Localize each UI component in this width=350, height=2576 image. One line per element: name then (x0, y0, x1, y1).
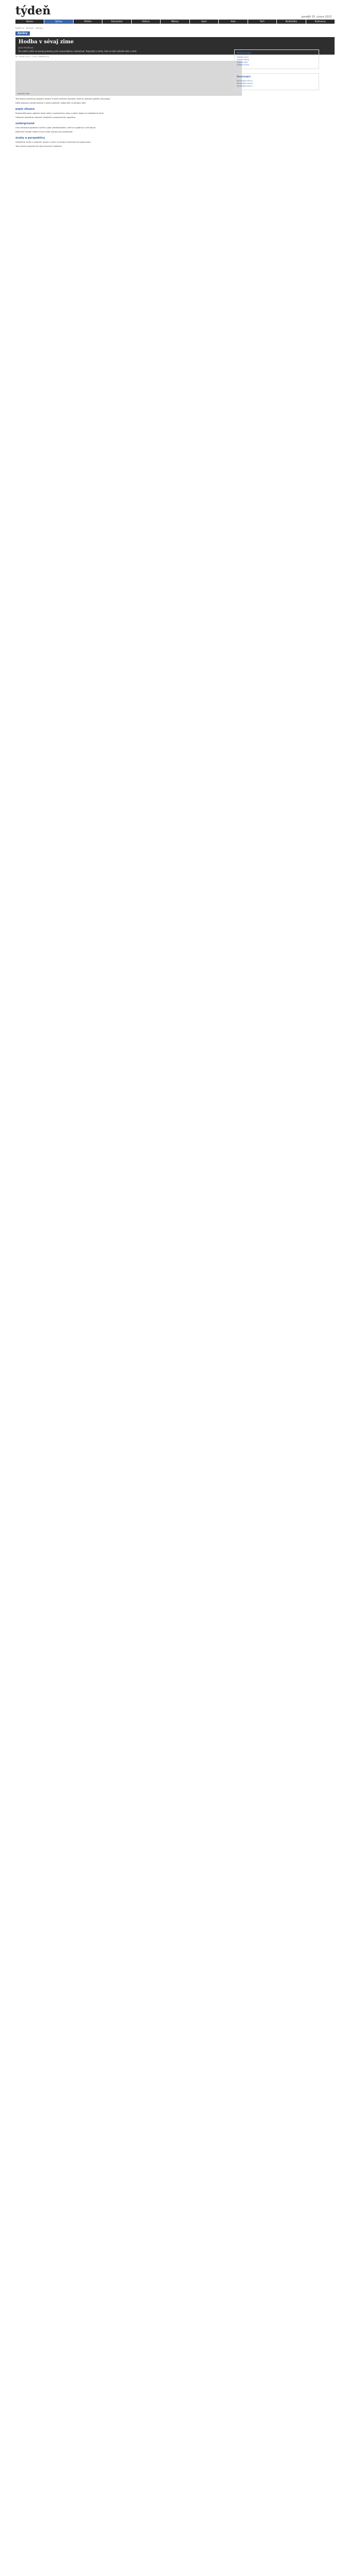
nav-item[interactable]: Politika (74, 20, 102, 24)
sidebar-link[interactable]: Článek první (237, 56, 249, 58)
paragraph: Text uzavírá reportáž shrnutím hlavních myšlenek. (15, 145, 62, 147)
article-body (15, 61, 242, 147)
paragraph: Text článku pokračuje popisem situace a hlasů místních obyvatel, kteří se rozhodli vyjádřit svůj postoj. (15, 98, 111, 100)
sidebar-box-title: Související (237, 76, 251, 78)
paragraph: Další odstavec přináší kontext a reakce politiků i odborníků na aktuální dění. (15, 102, 86, 105)
paragraph: Podrobnější popis událostí, které vedly k současnému stavu a jejich dopad na každodenní život. (15, 112, 104, 115)
nav-item[interactable]: Zprávy (44, 20, 73, 24)
article-section (15, 122, 242, 133)
sidebar-link[interactable]: Související text C (237, 85, 253, 87)
nav-item[interactable]: Názory (161, 20, 189, 24)
photo-caption: Ilustrační foto (18, 93, 30, 95)
section-heading: underground (15, 122, 34, 125)
article-perex: Po celém světě se konají protesty proti nejnovějšímu rozhodnutí. Reportáž z místa, kde se lidé rozhodli stát v zimě. (19, 50, 137, 53)
sidebar-box-title: Nejčtenější (237, 52, 252, 55)
sidebar-link[interactable]: Související text A (237, 80, 253, 82)
section-heading: popis situace (15, 108, 35, 111)
article-section (15, 98, 242, 105)
nav-item[interactable]: Ekonomika (102, 20, 131, 24)
paragraph: Další text rozvádí historii hnutí a jeho význam pro současnost. (15, 130, 73, 133)
breadcrumb: týdeň.cz › Domov › Zprávy (15, 27, 43, 29)
article-section (15, 108, 242, 119)
nav-item[interactable]: Auto (219, 20, 247, 24)
article-meta: 25. února 2013 | 12:00 | Diskuze (0) (15, 56, 49, 58)
article-photo (15, 61, 242, 96)
nav-item[interactable]: Sport (190, 20, 218, 24)
sidebar-link[interactable]: Související text B (237, 82, 253, 84)
site-header (15, 3, 335, 24)
nav-item[interactable]: Domov (15, 20, 44, 24)
site-logo[interactable]: týdeň (15, 4, 51, 18)
nav-item[interactable]: Kultura (132, 20, 160, 24)
sidebar (234, 49, 319, 94)
sidebar-link[interactable]: Článek druhý (237, 59, 249, 61)
paragraph: Část věnovaná podzemní scéně a jejím představitelům, kteří se vyjadřují k celé situaci. (15, 126, 96, 129)
sidebar-link[interactable]: Článek třetí (237, 61, 248, 63)
nav-item[interactable]: Tech (248, 20, 276, 24)
nav-item[interactable]: Rozhovory (306, 20, 335, 24)
main-nav (15, 20, 335, 24)
article-section (15, 137, 242, 148)
header-date: pondělí 25. února 2013 (301, 15, 331, 19)
sidebar-box (234, 73, 319, 90)
sidebar-link[interactable]: Článek čtvrtý (237, 64, 249, 66)
section-heading: úvahy a perspektivy (15, 136, 45, 140)
article-title: Hodba v sévaj zime (19, 39, 74, 45)
paragraph: Závěrečné úvahy o možném vývoji a o tom, co situace znamená pro budoucnost. (15, 141, 91, 143)
article-author[interactable]: Jana Hrušková (19, 46, 33, 49)
sidebar-box (234, 49, 319, 69)
paragraph: Odstavec pokračuje citacemi účastníků a pozorováním reportéra. (15, 116, 76, 118)
article-kicker[interactable]: Zprávy (15, 31, 30, 36)
nav-item[interactable]: Multimédia (277, 20, 305, 24)
